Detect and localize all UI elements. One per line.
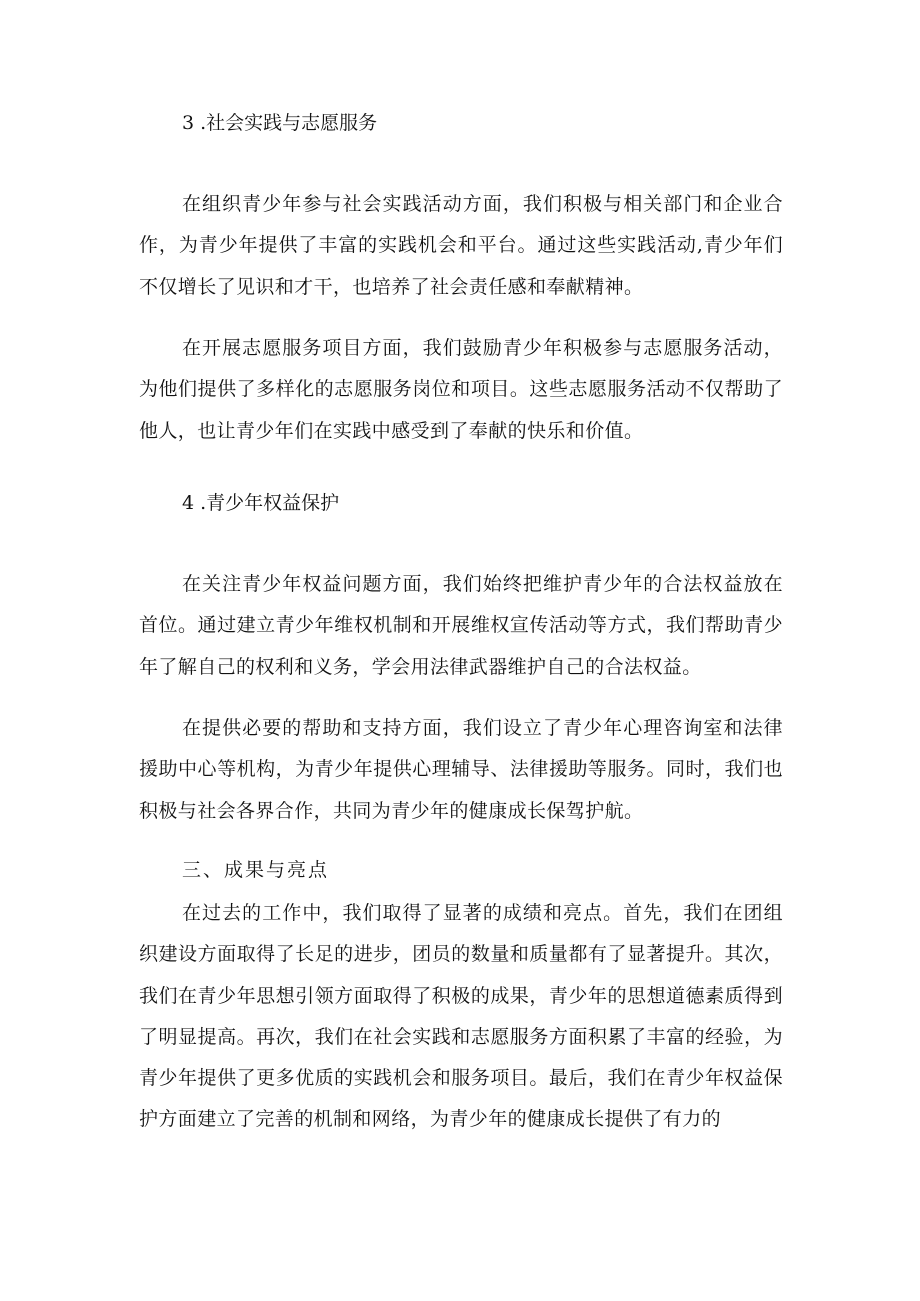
paragraph: 在组织青少年参与社会实践活动方面，我们积极与相关部门和企业合作，为青少年提供了丰富的实践机会和平台。通过这些实践活动,青少年们不仅增长了见识和才干，也培养了社会责任感和奉献精神。	[139, 193, 783, 298]
paragraph: 在开展志愿服务项目方面，我们鼓励青少年积极参与志愿服务活动，为他们提供了多样化的志愿服务岗位和项目。这些志愿服务活动不仅帮助了他人，也让青少年们在实践中感受到了奉献的快乐和价值。	[139, 337, 783, 442]
section-heading-achievements: 三、成果与亮点	[182, 859, 330, 881]
paragraph: 在过去的工作中，我们取得了显著的成绩和亮点。首先，我们在团组织建设方面取得了长足的进步，团员的数量和质量都有了显著提升。其次，我们在青少年思想引领方面取得了积极的成果，青少年的思想道德素质得到了明显提高。再次，我们在社会实践和志愿服务方面积累了丰富的经验，为青少年提供了更多优质的实践机会和服务项目。最后，我们在青少年权益保护方面建立了完善的机制和网络，为青少年的健康成长提供了有力的	[139, 902, 783, 1131]
section-heading-rights-protection: 4 .青少年权益保护	[182, 492, 340, 514]
paragraph: 在提供必要的帮助和支持方面，我们设立了青少年心理咨询室和法律援助中心等机构，为青少年提供心理辅导、法律援助等服务。同时，我们也积极与社会各界合作，共同为青少年的健康成长保驾护航。	[139, 717, 783, 822]
section-heading-social-practice: 3 .社会实践与志愿服务	[182, 112, 378, 134]
paragraph: 在关注青少年权益问题方面，我们始终把维护青少年的合法权益放在首位。通过建立青少年维权机制和开展维权宣传活动等方式，我们帮助青少年了解自己的权利和义务，学会用法律武器维护自己的合法权益。	[139, 573, 783, 678]
